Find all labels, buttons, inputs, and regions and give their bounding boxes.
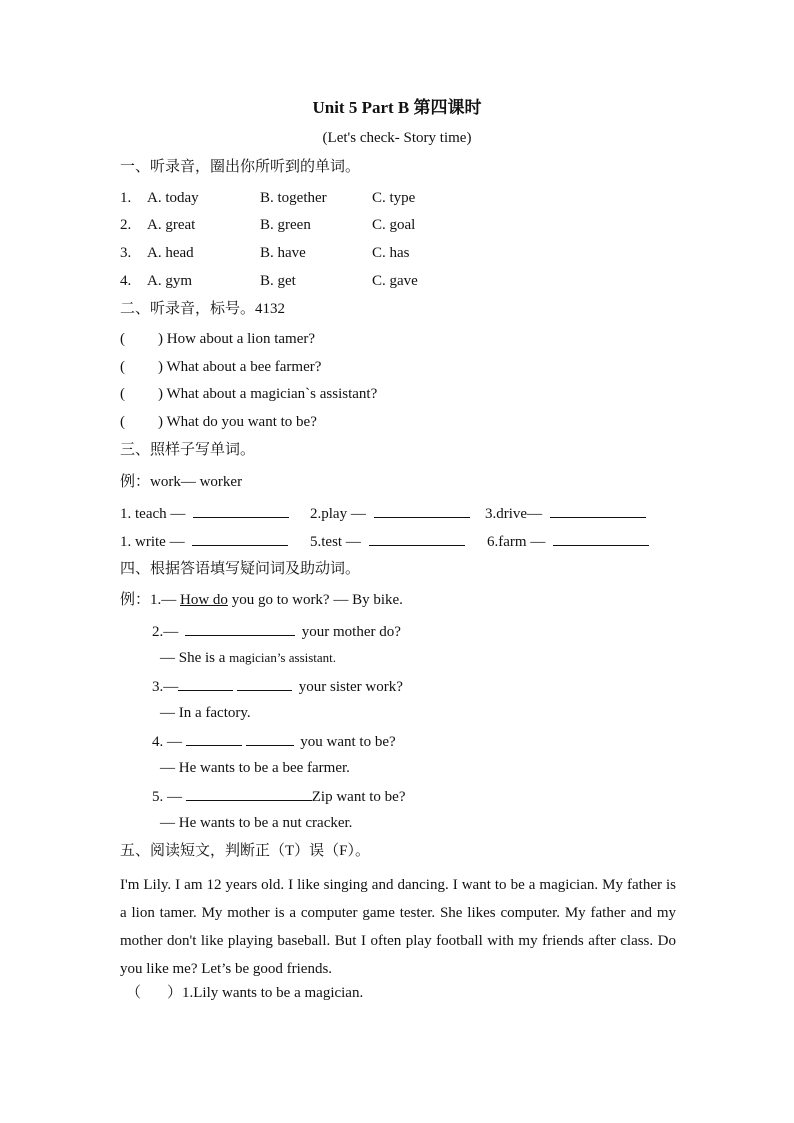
word-item [310,531,465,551]
example-prefix: 例：1.— [120,592,181,608]
word-prompt: 2.play — [310,506,366,522]
answer-line [160,649,336,667]
answer-blank[interactable] [178,676,233,691]
answer-blank[interactable] [185,621,295,636]
section4-heading: 四、根据答语填写疑问词及助动词。 [120,561,361,577]
word-prompt: 3.drive— [485,506,543,522]
answer-blank[interactable] [192,531,288,546]
answer-blank[interactable] [374,503,470,518]
word-prompt: 1. teach — [120,506,186,522]
example-rest: you go to work? — By bike. [227,592,403,608]
option-a: A. head [147,245,194,261]
section3-heading: 三、照样子写单词。 [120,442,256,458]
answer-text: — She is a [160,650,230,666]
answer-bracket[interactable]: ( [120,359,125,375]
word-prompt: 5.test — [310,534,361,550]
answer-bracket[interactable]: ( [120,386,125,402]
ordering-item [120,385,377,403]
question-rest: your sister work? [298,679,403,695]
judgement-text: ）1.Lily wants to be a magician. [167,985,364,1001]
answer-blank[interactable] [550,503,646,518]
option-b: B. have [260,245,306,261]
question-rest: you want to be? [300,734,396,750]
answer-blank[interactable] [369,531,465,546]
example-answer: How do [180,592,228,608]
word-prompt: 1. write — [120,534,185,550]
question-rest: Zip want to be? [311,789,406,805]
page-title: Unit 5 Part B 第四课时 [312,98,482,117]
question-rest: your mother do? [301,624,401,640]
question-prefix: 5. — [152,789,182,805]
option-c: C. gave [372,273,418,289]
word-item [120,531,288,551]
answer-blank[interactable] [553,531,649,546]
question-line [152,786,405,806]
answer-blank[interactable] [246,731,294,746]
reading-passage: I'm Lily. I am 12 years old. I like singing and dancing. I want to be a magician. My father is a lion tamer. My mother is a computer game tester. She likes computer. My father and my mother don't like playing baseball. But I often play football with my friends after class. Do you like me? Let’s be good friends. [120,877,676,977]
question-prefix: 3.— [152,679,179,695]
judgement-question [126,984,363,1002]
answer-bracket[interactable]: （ [126,985,142,1001]
row-number: 1. [120,190,132,206]
answer-line: — In a factory. [160,705,251,721]
ordering-item-text: ) What do you want to be? [158,414,317,430]
ordering-item-text: ) What about a bee farmer? [158,359,322,375]
row-number: 2. [120,217,132,233]
question-line [152,676,403,696]
answer-blank[interactable] [186,786,312,801]
page-subtitle: (Let's check- Story time) [322,130,472,146]
section4-example [120,591,403,609]
answer-line: — He wants to be a nut cracker. [160,815,353,831]
ordering-item [120,358,321,376]
word-item [485,503,646,523]
question-prefix: 4. — [152,734,182,750]
word-item [120,503,289,523]
answer-bracket[interactable]: ( [120,331,125,347]
option-c: C. type [372,190,416,206]
answer-blank[interactable] [237,676,292,691]
option-a: A. great [147,217,196,233]
question-prefix: 2.— [152,624,179,640]
section1-heading: 一、听录音，圈出你所听到的单词。 [120,159,361,175]
word-item [310,503,470,523]
option-a: A. gym [147,273,192,289]
section5-heading: 五、阅读短文，判断正（T）误（F）。 [120,843,371,859]
answer-bracket[interactable]: ( [120,414,125,430]
answer-blank[interactable] [193,503,289,518]
option-b: B. together [260,190,327,206]
word-prompt: 6.farm — [487,534,546,550]
row-number: 3. [120,245,132,261]
option-a: A. today [147,190,199,206]
option-c: C. goal [372,217,416,233]
row-number: 4. [120,273,132,289]
question-line [152,731,396,751]
answer-blank[interactable] [186,731,242,746]
option-b: B. get [260,273,296,289]
ordering-item-text: ) What about a magician`s assistant? [158,386,378,402]
section3-example: 例：work— worker [120,474,243,490]
option-b: B. green [260,217,311,233]
section2-heading: 二、听录音，标号。4132 [120,301,286,317]
answer-text-small: magician’s assistant. [229,650,337,665]
option-c: C. has [372,245,410,261]
ordering-item [120,413,317,431]
question-line [152,621,401,641]
answer-line: — He wants to be a bee farmer. [160,760,350,776]
ordering-item-text: ) How about a lion tamer? [158,331,316,347]
word-item [487,531,649,551]
ordering-item [120,330,315,348]
